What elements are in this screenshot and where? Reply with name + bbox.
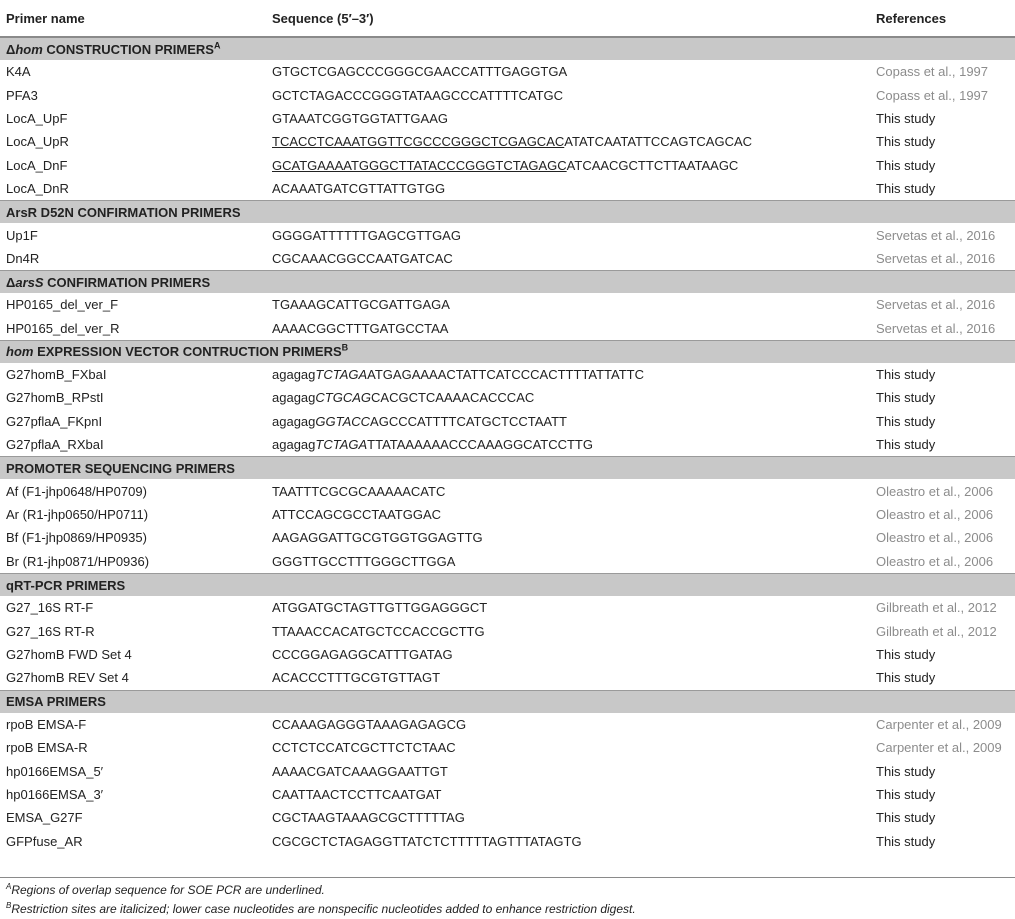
reference-cell: Oleastro et al., 2006 — [876, 530, 994, 546]
sequence-segment: AAAACGATCAAAGGAATTGT — [272, 763, 448, 779]
table-body — [0, 37, 1015, 853]
reference-cell: Oleastro et al., 2006 — [876, 483, 994, 499]
sequence-cell — [266, 130, 870, 153]
primer-name-cell: Br (R1-jhp0871/HP0936) — [6, 553, 150, 569]
section-title — [0, 574, 1015, 597]
table-row — [0, 759, 1015, 782]
sequence-segment: ATGAGAAAACTATTCATCCCACTTTTATTATTC — [367, 367, 644, 383]
sequence-segment: GCTCTAGACCCGGGTATAAGCCCATTTTCATGC — [272, 87, 564, 103]
table-row — [0, 223, 1015, 246]
section-title-text: qRT-PCR PRIMERS — [6, 577, 126, 593]
sequence-cell — [266, 736, 870, 759]
sequence-cell — [266, 154, 870, 177]
sequence-segment: CCTCTCCATCGCTTCTCTAAC — [272, 740, 456, 756]
sequence-segment: ATATCAATATTCCAGTCAGCAC — [564, 134, 753, 150]
sequence-segment: GTGCTCGAGCCCGGGCGAACCATTTGAGGTGA — [272, 64, 568, 80]
primer-name-cell: G27pflaA_FKpnI — [6, 413, 103, 429]
header-references: References — [870, 0, 1015, 37]
primer-name-cell: G27_16S RT-R — [6, 623, 95, 639]
table-row — [0, 410, 1015, 433]
section-header-row — [0, 340, 1015, 363]
reference-cell: Copass et al., 1997 — [876, 64, 989, 80]
table-row — [0, 479, 1015, 502]
primer-name-cell: G27homB_RPstI — [6, 390, 104, 406]
sequence-segment: agagag — [272, 367, 316, 383]
sequence-segment: TCACCTCAAATGGTTCGCCCGGGCTCGAGCAC — [272, 134, 565, 150]
reference-cell: Servetas et al., 2016 — [876, 250, 996, 266]
sequence-segment: AAGAGGATTGCGTGGTGGAGTTG — [272, 530, 483, 546]
table-row — [0, 526, 1015, 549]
table-row — [0, 806, 1015, 829]
primer-name-cell: G27homB FWD Set 4 — [6, 647, 132, 662]
header-primer-name: Primer name — [0, 0, 266, 37]
footnote-b-mark: B — [6, 901, 12, 910]
sequence-cell — [266, 433, 870, 457]
primer-name-cell: Bf (F1-jhp0869/HP0935) — [6, 530, 147, 546]
sequence-segment: AAAACGGCTTTGATGCCTAA — [272, 320, 449, 336]
primer-name-cell: LocA_DnF — [6, 157, 68, 173]
reference-cell: This study — [876, 110, 936, 126]
primer-name-cell: G27homB REV Set 4 — [6, 670, 129, 686]
primer-name-cell: Af (F1-jhp0648/HP0709) — [6, 483, 147, 499]
primer-name-cell: G27pflaA_RXbaI — [6, 437, 104, 453]
table-row — [0, 783, 1015, 806]
section-footnote-mark: A — [213, 40, 221, 51]
section-title-italic: arsS — [15, 274, 44, 290]
sequence-cell — [266, 479, 870, 502]
reference-cell: Gilbreath et al., 2012 — [876, 600, 997, 616]
primer-name-cell: Ar (R1-jhp0650/HP0711) — [6, 507, 149, 523]
sequence-segment: agagag — [272, 390, 316, 406]
reference-cell: Oleastro et al., 2006 — [876, 507, 994, 523]
sequence-cell — [266, 526, 870, 549]
section-title-text: EMSA PRIMERS — [6, 694, 106, 710]
sequence-segment: GGTACC — [315, 413, 371, 429]
sequence-cell — [266, 60, 870, 83]
section-title-prefix: Δ — [6, 274, 16, 290]
reference-cell: This study — [876, 670, 936, 686]
table-row — [0, 60, 1015, 83]
sequence-segment: ACAAATGATCGTTATTGTGG — [272, 181, 446, 197]
sequence-cell — [266, 177, 870, 201]
primer-name-cell: hp0166EMSA_5′ — [6, 763, 104, 779]
primer-name-cell: HP0165_del_ver_F — [6, 297, 119, 313]
section-title — [0, 37, 1015, 60]
reference-cell: Carpenter et al., 2009 — [876, 740, 1002, 756]
table-row — [0, 293, 1015, 316]
section-title-text: ArsR D52N CONFIRMATION PRIMERS — [6, 204, 241, 220]
table-row — [0, 643, 1015, 666]
sequence-segment: CAATTAACTCCTTCAATGAT — [272, 786, 442, 802]
sequence-segment: CTGCAG — [315, 390, 372, 406]
sequence-segment: GGGGATTTTTTGAGCGTTGAG — [272, 227, 461, 243]
footnote-b — [6, 901, 636, 916]
primer-name-cell: G27_16S RT-F — [6, 600, 94, 616]
reference-cell: Servetas et al., 2016 — [876, 227, 996, 243]
reference-cell: This study — [876, 413, 936, 429]
sequence-cell — [266, 410, 870, 433]
primer-name-cell: HP0165_del_ver_R — [6, 320, 120, 336]
sequence-cell — [266, 713, 870, 736]
table-row — [0, 596, 1015, 619]
table-header-row — [0, 0, 1015, 37]
sequence-cell — [266, 643, 870, 666]
sequence-segment: GGGTTGCCTTTGGGCTTGGA — [272, 553, 456, 569]
table-row — [0, 666, 1015, 690]
section-header-row — [0, 37, 1015, 60]
sequence-segment: agagag — [272, 437, 316, 453]
section-title-text: CONFIRMATION PRIMERS — [43, 274, 211, 290]
sequence-segment: TCTAGA — [315, 437, 368, 453]
section-header-row — [0, 574, 1015, 597]
sequence-segment: ATCAACGCTTCTTAATAAGC — [566, 157, 739, 173]
footnote-a — [6, 882, 325, 897]
sequence-segment: CACGCTCAAAACACCCAC — [371, 390, 535, 406]
sequence-segment: GTAAATCGGTGGTATTGAAG — [272, 110, 448, 126]
section-title — [0, 340, 1015, 363]
primer-name-cell: rpoB EMSA-F — [6, 716, 87, 732]
sequence-segment: TGAAAGCATTGCGATTGAGA — [272, 297, 450, 313]
sequence-cell — [266, 247, 870, 271]
footnote-b-text: Restriction sites are italicized; lower case nucleotides are nonspecific nucleotides added to enhance restriction digest. — [11, 902, 636, 916]
primer-name-cell: rpoB EMSA-R — [6, 740, 88, 756]
primer-name-cell: LocA_UpR — [6, 134, 69, 150]
sequence-segment: TTAAACCACATGCTCCACCGCTTG — [272, 623, 485, 639]
sequence-cell — [266, 293, 870, 316]
table-row — [0, 619, 1015, 642]
sequence-cell — [266, 759, 870, 782]
table-row — [0, 503, 1015, 526]
table-row — [0, 713, 1015, 736]
section-title-text: CONSTRUCTION PRIMERS — [42, 41, 214, 57]
sequence-cell — [266, 830, 870, 853]
reference-cell: This study — [876, 810, 936, 826]
section-header-row — [0, 457, 1015, 480]
sequence-cell — [266, 317, 870, 341]
primer-name-cell: Dn4R — [6, 250, 40, 266]
table-row — [0, 736, 1015, 759]
table-row — [0, 386, 1015, 409]
sequence-cell — [266, 596, 870, 619]
sequence-segment: CCCGGAGAGGCATTTGATAG — [272, 647, 453, 662]
reference-cell: This study — [876, 763, 936, 779]
sequence-segment: CGCAAACGGCCAATGATCAC — [272, 250, 453, 266]
sequence-cell — [266, 363, 870, 386]
sequence-cell — [266, 223, 870, 246]
section-title-text: EXPRESSION VECTOR CONTRUCTION PRIMERS — [33, 344, 342, 360]
reference-cell: This study — [876, 367, 936, 383]
reference-cell: Servetas et al., 2016 — [876, 297, 996, 313]
sequence-cell — [266, 666, 870, 690]
sequence-segment: agagag — [272, 413, 316, 429]
table-row — [0, 433, 1015, 457]
primer-name-cell: G27homB_FXbaI — [6, 367, 107, 383]
sequence-segment: GCATGAAAATGGGCTTATACCCGGGTCTAGAGC — [272, 157, 567, 173]
sequence-segment: AGCCCATTTTCATGCTCCTAATT — [370, 413, 567, 429]
section-header-row — [0, 690, 1015, 713]
reference-cell: Carpenter et al., 2009 — [876, 716, 1002, 732]
sequence-segment: ACACCCTTTGCGTGTTAGT — [272, 670, 441, 686]
section-title — [0, 201, 1015, 224]
reference-cell: This study — [876, 833, 936, 849]
reference-cell: This study — [876, 647, 936, 662]
sequence-cell — [266, 386, 870, 409]
primer-name-cell: LocA_UpF — [6, 110, 68, 126]
sequence-segment: CCAAAGAGGGTAAAGAGAGCG — [272, 716, 467, 732]
footnote-a-mark: A — [6, 882, 12, 891]
bottom-rule — [0, 877, 1015, 878]
section-title-prefix: Δ — [6, 41, 16, 57]
table-row — [0, 830, 1015, 853]
reference-cell: This study — [876, 786, 936, 802]
section-header-row — [0, 201, 1015, 224]
reference-cell: This study — [876, 157, 936, 173]
section-title — [0, 271, 1015, 294]
section-header-row — [0, 271, 1015, 294]
table-row — [0, 317, 1015, 341]
sequence-cell — [266, 806, 870, 829]
sequence-cell — [266, 503, 870, 526]
primer-name-cell: LocA_DnR — [6, 181, 69, 197]
table-row — [0, 130, 1015, 153]
reference-cell: Servetas et al., 2016 — [876, 320, 996, 336]
sequence-cell — [266, 107, 870, 130]
sequence-segment: CGCTAAGTAAAGCGCTTTTTAG — [272, 810, 465, 826]
sequence-cell — [266, 783, 870, 806]
sequence-segment: ATGGATGCTAGTTGTTGGAGGGCT — [272, 600, 488, 616]
primer-name-cell: PFA3 — [6, 87, 38, 103]
sequence-segment: CGCGCTCTAGAGGTTATCTCTTTTTAGTTTATAGTG — [272, 833, 582, 849]
reference-cell: Gilbreath et al., 2012 — [876, 623, 997, 639]
section-title — [0, 690, 1015, 713]
table-row — [0, 177, 1015, 201]
reference-cell: Copass et al., 1997 — [876, 87, 989, 103]
sequence-cell — [266, 83, 870, 106]
sequence-segment: TAATTTCGCGCAAAAACATC — [272, 483, 446, 499]
table-row — [0, 83, 1015, 106]
primer-name-cell: K4A — [6, 64, 31, 80]
table-row — [0, 247, 1015, 271]
reference-cell: This study — [876, 390, 936, 406]
table-row — [0, 154, 1015, 177]
reference-cell: Oleastro et al., 2006 — [876, 553, 994, 569]
sequence-cell — [266, 619, 870, 642]
section-title — [0, 457, 1015, 480]
primer-name-cell: Up1F — [6, 227, 38, 243]
section-title-text: PROMOTER SEQUENCING PRIMERS — [6, 460, 235, 476]
footnote-a-text: Regions of overlap sequence for SOE PCR are underlined. — [11, 883, 325, 897]
header-sequence: Sequence (5′–3′) — [266, 0, 870, 37]
primer-name-cell: EMSA_G27F — [6, 810, 83, 826]
primer-name-cell: GFPfuse_AR — [6, 833, 83, 849]
reference-cell: This study — [876, 134, 936, 150]
sequence-segment: ATTCCAGCGCCTAATGGAC — [272, 507, 441, 523]
section-footnote-mark: B — [341, 343, 349, 354]
primer-name-cell: hp0166EMSA_3′ — [6, 786, 104, 802]
section-title-italic: hom — [15, 41, 43, 57]
reference-cell: This study — [876, 181, 936, 197]
sequence-segment: TCTAGA — [315, 367, 368, 383]
sequence-cell — [266, 550, 870, 574]
table-row — [0, 550, 1015, 574]
reference-cell: This study — [876, 437, 936, 453]
section-title-italic: hom — [6, 344, 34, 360]
table-row — [0, 107, 1015, 130]
sequence-segment: TTATAAAAAACCCAAAGGCATCCTTG — [367, 437, 593, 453]
table-row — [0, 363, 1015, 386]
